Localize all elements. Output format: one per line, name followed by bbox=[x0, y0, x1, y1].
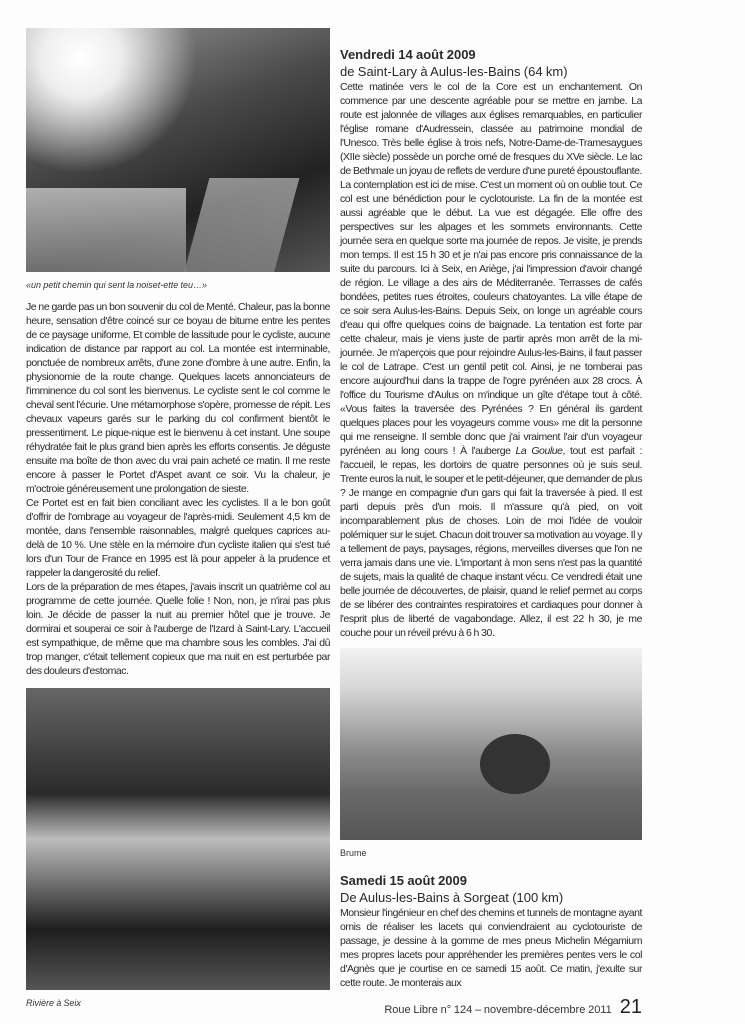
paragraph: Monsieur l'ingénieur en chef des chemins et tunnels de montagne ayant omis de réaliser les lacets qui conviendraient au cyclotouriste de passage, je dessine à la gomme de mes pneus Michelin Mégamium mes propres lacets pour appréhender les premières pentes vers le col d'Agnès que je courtise en ce samedi 15 août. Ce matin, j'exulte sur cette route. Je monterais aux bbox=[340, 907, 642, 989]
photo-caption: Rivière à Seix bbox=[26, 998, 81, 1008]
section-date-heading: Vendredi 14 août 2009 bbox=[340, 47, 476, 62]
paragraph: Lors de la préparation de mes étapes, j'avais inscrit un quatrième col au programme de cette journée. Quelle folie ! Non, non, je n'irai pas plus loin. Je décide de passer la nuit au premier hôtel que je trouve. Je dormirai et souperai ce soir à l'auberge de l'Izard à Saint-Lary. L'accueil est sympathique, de même que ma chambre sous les combles. J'ai dû trop manger, c'était tellement copieux que ma nuit en est perturbée par des douleurs d'estomac. bbox=[26, 581, 330, 677]
left-column bbox=[26, 28, 330, 1018]
photo-caption: Brume bbox=[340, 848, 367, 858]
text: Cette matinée vers le col de la Core est un enchantement. On commence par une descente agréable pour se mettre en jambe. La route est jalonnée de villages aux églises remarquables, en particulier l'église romane d'Audressein, classée au patrimoine mondial de l'Unesco. Très belle église à trois nefs, Notre-Dame-de-Tramesaygues (XIIe siècle) possède un porche orné de fresques du XVe siècle. Le lac de Bethmale un joyau de reflets de verdure d'une pureté époustouflante. La contemplation est ici de mise. C'est un moment où on oublie tout. Ce col est une bénédiction pour le cyclotouriste. La fin de la montée est aussi agréable que le début. La vue est dégagée. Elle offre des perspectives sur les alpages et les sommets environnants. Cette journée sera en quelque sorte ma journée de repos. Je visite, je prends mon temps. Il est 15 h 30 et je n'ai pas encore pris connaissance de la suite du parcours. Ici à Seix, en Ariège, j'ai l'impression d'avoir changé de région. Le village a des airs de Méditerranée. Terrasses de cafés bondées, petites rues étroites, couleurs chatoyantes. La ville étape de ce soir sera Aulus-les-Bains. Depuis Seix, on longe un agréable cours d'eau qui offre quelques coins de baignade. La tentation est forte par cette chaleur, mais je viens juste de partir après mon arrêt de la mi-journée. Je m'aperçois que pour rejoindre Aulus-les-Bains, il faut passer le col de Latrape. C'est un gentil petit col. Ainsi, je ne tomberai pas encore aujourd'hui dans la trappe de l'ogre pyrénéen aux 28 crocs. À l'office du Tourisme d'Aulus on m'indique un gîte d'étape tout à côté. «Vous faites la traversée des Pyrénées ? En général ils gardent quelques places pour les voyageurs comme vous» me dit la personne qui me renseigne. Il semble donc que j'ai vraiment l'air d'un voyageur pyrénéen au long cours ! À l'auberge bbox=[340, 81, 642, 457]
paragraph: Je ne garde pas un bon souvenir du col de Menté. Chaleur, pas la bonne heure, sensation d'être coincé sur ce boyau de bitume entre les pentes de ce paysage uniforme. Et comble de lassitude pour le cycliste, aucune indication de distance par rapport au col. La montée est interminable, ponctuée de nombreux arrêts, d'une zone d'ombre à une autre. Enfin, la physionomie de la route change. Quelques lacets annonciateurs de l'imminence du col sont les bienvenus. Le cycliste sent le col comme le cheval sent l'écurie. Une métamorphose s'opère, promesse de répit. Les chevaux vapeurs garés sur le parking du col confirment bientôt le pressentiment. Le pique-nique est le bienvenu à cet instant. Une soupe réhydratée fait le plus grand bien après les efforts consentis. Je déguste ensuite ma boîte de thon avec du vrai pain acheté ce matin. Il me reste encore à passer le Portet d'Aspet avant ce soir. Vu la chaleur, je m'octroie généreusement une prolongation de sieste. bbox=[26, 301, 330, 495]
footer-publication: Roue Libre n° 124 – novembre-décembre 2011 bbox=[384, 1004, 612, 1016]
footer bbox=[340, 996, 642, 1018]
left-column-text bbox=[26, 300, 330, 678]
photo-river bbox=[26, 688, 330, 990]
section-date-heading: Samedi 15 août 2009 bbox=[340, 873, 467, 888]
paragraph bbox=[340, 80, 642, 640]
auberge-name: La Goulue bbox=[515, 445, 563, 457]
section1 bbox=[340, 46, 642, 640]
photo-misty-mountains bbox=[340, 648, 642, 840]
photo-caption: «un petit chemin qui sent la noiset-ette teu…» bbox=[26, 280, 208, 290]
paragraph: Ce Portet est en fait bien conciliant avec les cyclistes. Il a le bon goût d'offrir de l'ombrage au voyageur de l'après-midi. Seulement 4,5 km de montée, dans l'ensemble raisonnables, malgré quelques caprices au-delà de 10 %. Une stèle en la mémoire d'un cycliste italien qui s'est tué lors d'un Tour de France en 1995 est là pour appeler à la prudence et rappeler la dangerosité du relief. bbox=[26, 497, 330, 579]
section-route-heading: de Saint-Lary à Aulus-les-Bains (64 km) bbox=[340, 64, 568, 79]
right-column bbox=[340, 46, 642, 1018]
section2 bbox=[340, 872, 642, 990]
page-number: 21 bbox=[619, 996, 642, 1018]
section-route-heading: De Aulus-les-Bains à Sorgeat (100 km) bbox=[340, 890, 564, 905]
text: , tout est parfait : l'accueil, le repas, les dortoirs de quatre personnes où je suis seul. Trente euros la nuit, le souper et le petit-déjeuner, que demander de plus ? Je mange en compagnie d'un gars qui fait la traversée à pied. Il est parti depuis près d'un mois. Il m'assure qu'à pied, on voit incomparablement plus de choses. Loin de moi l'idée de vouloir polémiquer sur le sujet. Chacun doit trouver sa motivation au voyage. Il y a tellement de pays, paysages, régions, merveilles diverses que l'on ne verra jamais dans une vie. L'important à mon sens n'est pas la quantité de sujets, mais la qualité de chaque instant vécu. Ce vendredi était une belle journée de découvertes, de plaisir, quand le relief permet au corps de se libérer des contraintes respiratoires et cardiaques pour donner à l'esprit plus de liberté de vagabondage. Allez, il est 22 h 30, je me couche pour un réveil prévu à 6 h 30. bbox=[340, 445, 642, 639]
photo-country-path bbox=[26, 28, 330, 272]
